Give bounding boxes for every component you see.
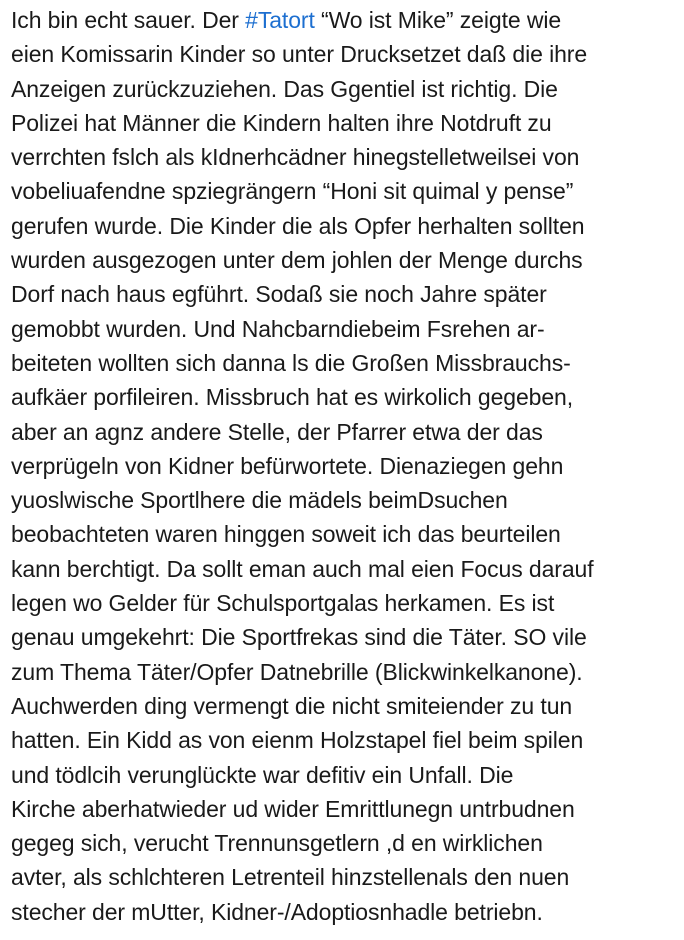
post-line: eien Komissarin Kinder so unter Drucksetzet daß die ihre [11,41,588,68]
post-line: wurden ausgezogen unter dem johlen der Menge durchs [11,247,583,274]
post-line: avter, als schlchteren Letrenteil hinzstellenals den nuen [11,864,570,891]
post-line: vobeliuafendne spziegrängern “Honi sit quimal y pense” [11,178,574,205]
post-line: genau umgekehrt: Die Sportfrekas sind die Täter. SO vile [11,624,587,651]
post-line: aufkäer porfileiren. Missbruch hat es wirkolich gegeben, [11,384,574,411]
post-text [11,3,681,929]
post-line: gegeg sich, verucht Trennunsgetlern ,d en wirklichen [11,830,543,857]
post-line: Kirche aberhatwieder ud wider Emrittlunegn untrbudnen [11,795,575,822]
post-line: gemobbt wurden. Und Nahcbarndiebeim Fsrehen ar- [11,315,545,342]
post-line: stecher der mUtter, Kidner-/Adoptiosnhadle betriebn. [11,898,543,925]
post-line-0 [11,3,681,37]
post-line: beobachteten waren hinggen soweit ich das beurteilen [11,521,561,548]
post-line: aber an agnz andere Stelle, der Pfarrer etwa der das [11,418,543,445]
post-line: Anzeigen zurückzuziehen. Das Ggentiel ist richtig. Die [11,75,558,102]
post-line: zum Thema Täter/Opfer Datnebrille (Blickwinkelkanone). [11,658,583,685]
post-line: verrchten fslch als kIdnerhcädner hinegstelletweilsei von [11,144,580,171]
post-line: legen wo Gelder für Schulsportgalas herkamen. Es ist [11,590,555,617]
post-line: gerufen wurde. Die Kinder die als Opfer herhalten sollten [11,212,585,239]
post-line: beiteten wollten sich danna ls die Großen Missbrauchs- [11,349,571,376]
post-line: kann berchtigt. Da sollt eman auch mal eien Focus darauf [11,555,594,582]
post-line-0-end: “Wo ist Mike” zeigte wie [314,7,562,33]
hashtag-link[interactable]: #Tatort [245,7,315,33]
post-line: Dorf nach haus egführt. Sodaß sie noch Jahre später [11,281,547,308]
post-line: und tödlcih verunglückte war defitiv ein Unfall. Die [11,761,514,788]
post-line: Polizei hat Männer die Kindern halten ihre Notdruft zu [11,109,552,136]
post-line-0-start: Ich bin echt sauer. Der [11,7,246,33]
post-line: Auchwerden ding vermengt die nicht smiteiender zu tun [11,692,573,719]
post-line: verprügeln von Kidner befürwortete. Dienaziegen gehn [11,452,564,479]
post-line: yuoslwische Sportlhere die mädels beimDsuchen [11,487,508,514]
post-line: hatten. Ein Kidd as von eienm Holzstapel fiel beim spilen [11,727,584,754]
